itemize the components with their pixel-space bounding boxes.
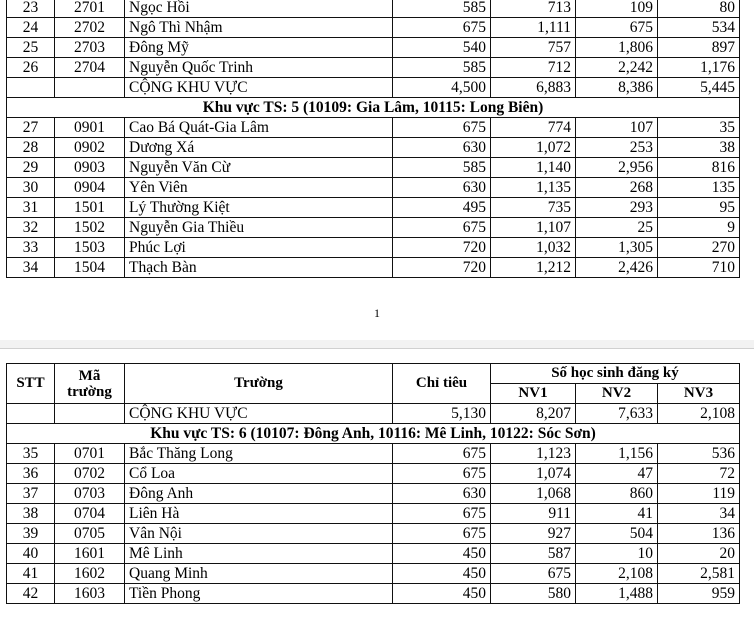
cell-nv1: 911: [491, 504, 576, 524]
cell-nv2: 41: [576, 504, 658, 524]
table-row: [7, 218, 740, 238]
cell-nv3: 80: [658, 0, 740, 18]
cell-ma: 0902: [55, 138, 125, 158]
region-title: Khu vực TS: 6 (10107: Đông Anh, 10116: Mê Linh, 10122: Sóc Sơn): [7, 424, 740, 444]
cell-chi-tieu: 675: [393, 118, 491, 138]
cell-nv2: 25: [576, 218, 658, 238]
cell-chi-tieu: 585: [393, 158, 491, 178]
header-nv1: NV1: [491, 384, 576, 404]
cell-truong: Ngọc Hồi: [125, 0, 393, 18]
cell-truong: Nguyễn Gia Thiều: [125, 218, 393, 238]
document-page-2: [0, 348, 754, 617]
cell-truong: Nguyễn Quốc Trinh: [125, 58, 393, 78]
cell-nv2: 1,488: [576, 584, 658, 604]
cell-nv3: 35: [658, 118, 740, 138]
cell-nv2: 107: [576, 118, 658, 138]
total-nv1: 6,883: [491, 78, 576, 98]
cell-nv2: 1,305: [576, 238, 658, 258]
cell-nv3: 534: [658, 18, 740, 38]
cell-nv2: 10: [576, 544, 658, 564]
cell-nv3: 270: [658, 238, 740, 258]
cell-truong: Đông Mỹ: [125, 38, 393, 58]
cell-truong: Quang Minh: [125, 564, 393, 584]
cell-nv3: 710: [658, 258, 740, 278]
total-nv2: 8,386: [576, 78, 658, 98]
header-truong: Trường: [125, 364, 393, 404]
region-title: Khu vực TS: 5 (10109: Gia Lâm, 10115: Long Biên): [7, 98, 740, 118]
cell-chi-tieu: 630: [393, 138, 491, 158]
cell-nv1: 587: [491, 544, 576, 564]
cell-ma: 2703: [55, 38, 125, 58]
total-nv3: 5,445: [658, 78, 740, 98]
cell-truong: Yên Viên: [125, 178, 393, 198]
cell-nv3: 9: [658, 218, 740, 238]
cell-truong: Cao Bá Quát-Gia Lâm: [125, 118, 393, 138]
cell-truong: Mê Linh: [125, 544, 393, 564]
cell-nv2: 504: [576, 524, 658, 544]
region-header-row: [7, 424, 740, 444]
table-row: [7, 258, 740, 278]
cell-stt: 41: [7, 564, 55, 584]
table-row: [7, 178, 740, 198]
cell-stt: 35: [7, 444, 55, 464]
cell-stt: 26: [7, 58, 55, 78]
cell-ma: 2701: [55, 0, 125, 18]
cell-ma: 1503: [55, 238, 125, 258]
region-header-row: [7, 98, 740, 118]
cell-nv2: 253: [576, 138, 658, 158]
cell-nv1: 1,032: [491, 238, 576, 258]
region-total-row: [7, 404, 740, 424]
table-row: [7, 484, 740, 504]
table-row: [7, 58, 740, 78]
page-number: 1: [374, 306, 380, 320]
header-group-registered: Số học sinh đăng ký: [491, 364, 740, 384]
enrollment-table-page-1: [6, 0, 740, 278]
cell-nv1: 1,140: [491, 158, 576, 178]
cell-chi-tieu: 720: [393, 238, 491, 258]
cell-chi-tieu: 585: [393, 58, 491, 78]
cell-ma: 1601: [55, 544, 125, 564]
cell-ma: 1501: [55, 198, 125, 218]
cell-stt: 38: [7, 504, 55, 524]
cell-nv2: 2,108: [576, 564, 658, 584]
cell-chi-tieu: 450: [393, 544, 491, 564]
cell-nv3: 536: [658, 444, 740, 464]
cell-nv1: 580: [491, 584, 576, 604]
cell-chi-tieu: 675: [393, 464, 491, 484]
cell-stt: 42: [7, 584, 55, 604]
cell-truong: Liên Hà: [125, 504, 393, 524]
cell-ma: 1502: [55, 218, 125, 238]
cell-nv1: 735: [491, 198, 576, 218]
cell-nv3: 95: [658, 198, 740, 218]
cell-chi-tieu: 540: [393, 38, 491, 58]
table-row: [7, 38, 740, 58]
cell-ma: 0704: [55, 504, 125, 524]
cell-nv2: 2,956: [576, 158, 658, 178]
cell-chi-tieu: 585: [393, 0, 491, 18]
cell-truong: Tiền Phong: [125, 584, 393, 604]
cell-chi-tieu: 675: [393, 524, 491, 544]
cell-nv1: 675: [491, 564, 576, 584]
cell-nv2: 47: [576, 464, 658, 484]
cell-ma: 1602: [55, 564, 125, 584]
enrollment-table-page-2: [6, 363, 740, 604]
cell-nv3: 897: [658, 38, 740, 58]
table-row: [7, 118, 740, 138]
cell-nv3: 72: [658, 464, 740, 484]
cell-stt: 33: [7, 238, 55, 258]
cell-nv1: 927: [491, 524, 576, 544]
cell-ma: 1504: [55, 258, 125, 278]
cell-nv3: 38: [658, 138, 740, 158]
cell-nv2: 1,156: [576, 444, 658, 464]
cell-truong: Dương Xá: [125, 138, 393, 158]
cell-ma: 0705: [55, 524, 125, 544]
cell-nv2: 268: [576, 178, 658, 198]
header-chi-tieu: Chỉ tiêu: [393, 364, 491, 404]
cell-nv3: 2,581: [658, 564, 740, 584]
cell-truong: Cổ Loa: [125, 464, 393, 484]
cell-nv3: 959: [658, 584, 740, 604]
total-chi-tieu: 5,130: [393, 404, 491, 424]
cell-stt: 24: [7, 18, 55, 38]
total-nv2: 7,633: [576, 404, 658, 424]
cell-stt: 34: [7, 258, 55, 278]
cell-nv1: 1,111: [491, 18, 576, 38]
table-row: [7, 444, 740, 464]
cell-nv3: 119: [658, 484, 740, 504]
table-row: [7, 138, 740, 158]
cell-nv2: 1,806: [576, 38, 658, 58]
cell-chi-tieu: 450: [393, 584, 491, 604]
cell-nv2: 675: [576, 18, 658, 38]
cell-chi-tieu: 720: [393, 258, 491, 278]
cell-nv3: 135: [658, 178, 740, 198]
header-ma-truong: Mã trường: [55, 364, 125, 404]
cell-nv3: 20: [658, 544, 740, 564]
cell-ma: 0702: [55, 464, 125, 484]
region-total-row: [7, 78, 740, 98]
cell-ma: 2704: [55, 58, 125, 78]
cell-ma: 2702: [55, 18, 125, 38]
table-row: [7, 524, 740, 544]
cell-chi-tieu: 675: [393, 218, 491, 238]
cell-truong: Vân Nội: [125, 524, 393, 544]
cell-nv3: 1,176: [658, 58, 740, 78]
table-row: [7, 564, 740, 584]
total-chi-tieu: 4,500: [393, 78, 491, 98]
cell-nv2: 109: [576, 0, 658, 18]
cell-nv2: 860: [576, 484, 658, 504]
header-nv2: NV2: [576, 384, 658, 404]
total-label: CỘNG KHU VỰC: [125, 404, 393, 424]
table-row: [7, 198, 740, 218]
total-nv3: 2,108: [658, 404, 740, 424]
cell-ma: 0703: [55, 484, 125, 504]
cell-chi-tieu: 495: [393, 198, 491, 218]
cell-chi-tieu: 450: [393, 564, 491, 584]
cell-stt: 30: [7, 178, 55, 198]
table-row: [7, 544, 740, 564]
cell-nv1: 1,107: [491, 218, 576, 238]
cell-truong: Lý Thường Kiệt: [125, 198, 393, 218]
cell-truong: Nguyễn Văn Cừ: [125, 158, 393, 178]
table-row: [7, 0, 740, 18]
cell-nv2: 2,242: [576, 58, 658, 78]
cell-nv1: 1,123: [491, 444, 576, 464]
table-row: [7, 584, 740, 604]
cell-nv1: 1,074: [491, 464, 576, 484]
cell-stt: 36: [7, 464, 55, 484]
cell-nv1: 713: [491, 0, 576, 18]
cell-nv1: 1,212: [491, 258, 576, 278]
cell-stt: 25: [7, 38, 55, 58]
table-row: [7, 18, 740, 38]
cell-truong: Thạch Bàn: [125, 258, 393, 278]
cell-ma: 1603: [55, 584, 125, 604]
total-label: CỘNG KHU VỰC: [125, 78, 393, 98]
cell-stt: 28: [7, 138, 55, 158]
cell-nv2: 2,426: [576, 258, 658, 278]
cell-nv1: 757: [491, 38, 576, 58]
cell-chi-tieu: 630: [393, 178, 491, 198]
cell-nv3: 816: [658, 158, 740, 178]
header-row-top: [7, 364, 740, 384]
cell-stt: 37: [7, 484, 55, 504]
cell-stt: 32: [7, 218, 55, 238]
table-row: [7, 464, 740, 484]
cell-nv2: 293: [576, 198, 658, 218]
cell-nv3: 136: [658, 524, 740, 544]
cell-stt: 29: [7, 158, 55, 178]
cell-stt: 40: [7, 544, 55, 564]
cell-ma: 0701: [55, 444, 125, 464]
cell-ma: 0904: [55, 178, 125, 198]
cell-chi-tieu: 675: [393, 504, 491, 524]
cell-chi-tieu: 675: [393, 18, 491, 38]
cell-truong: Bắc Thăng Long: [125, 444, 393, 464]
cell-nv1: 712: [491, 58, 576, 78]
total-nv1: 8,207: [491, 404, 576, 424]
page-gap: [0, 340, 754, 348]
header-nv3: NV3: [658, 384, 740, 404]
cell-nv1: 774: [491, 118, 576, 138]
table-row: [7, 504, 740, 524]
cell-stt: 27: [7, 118, 55, 138]
cell-stt: 39: [7, 524, 55, 544]
header-stt: STT: [7, 364, 55, 404]
cell-chi-tieu: 675: [393, 444, 491, 464]
table-row: [7, 158, 740, 178]
cell-ma: 0901: [55, 118, 125, 138]
cell-truong: Ngô Thì Nhậm: [125, 18, 393, 38]
cell-stt: 23: [7, 0, 55, 18]
cell-truong: Đông Anh: [125, 484, 393, 504]
cell-ma: 0903: [55, 158, 125, 178]
cell-chi-tieu: 630: [393, 484, 491, 504]
cell-nv3: 34: [658, 504, 740, 524]
cell-truong: Phúc Lợi: [125, 238, 393, 258]
cell-nv1: 1,135: [491, 178, 576, 198]
cell-stt: 31: [7, 198, 55, 218]
cell-nv1: 1,068: [491, 484, 576, 504]
cell-nv1: 1,072: [491, 138, 576, 158]
table-row: [7, 238, 740, 258]
